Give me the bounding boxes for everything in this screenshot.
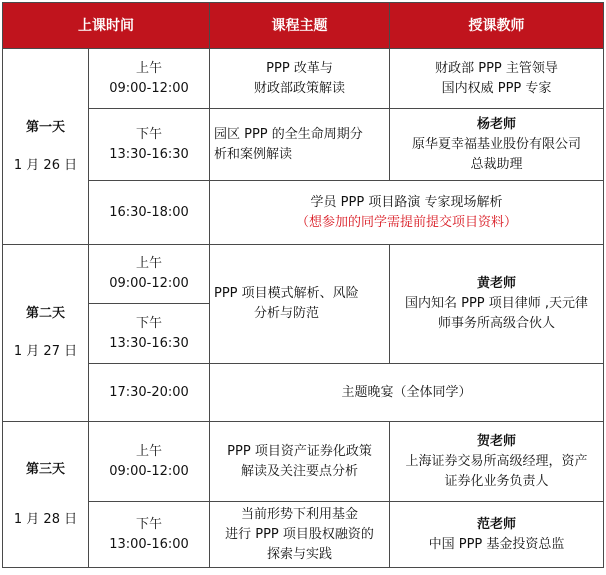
time-range: 09:00-12:00 <box>109 276 189 291</box>
table-row <box>3 245 604 304</box>
topic-line: 财政部政策解读 <box>253 80 345 96</box>
time-cell <box>89 245 210 304</box>
day-date: 1 月 28 日 <box>13 511 78 527</box>
time-cell <box>89 502 210 568</box>
time-cell <box>89 364 210 422</box>
merged-note: （想参加的同学需提前提交项目资料） <box>295 214 517 230</box>
topic-line: 进行 PPP 项目股权融资的 <box>225 526 374 542</box>
table-row <box>3 502 604 568</box>
teacher-cell <box>390 422 604 502</box>
topic-line: PPP 项目模式解析、风险 <box>214 286 359 301</box>
time-range: 13:30-16:30 <box>109 146 189 162</box>
day-cell <box>3 49 89 245</box>
topic-cell <box>210 49 390 109</box>
time-cell <box>89 181 210 245</box>
time-range: 17:30-20:00 <box>109 384 189 400</box>
day-label: 第二天 <box>25 306 65 321</box>
day-cell <box>3 245 89 422</box>
time-range: 13:00-16:00 <box>109 536 189 552</box>
topic-line: 园区 PPP 的全生命周期分 <box>214 126 363 142</box>
topic-cell <box>210 109 390 181</box>
header-teacher: 授课教师 <box>390 3 604 49</box>
time-cell <box>89 304 210 364</box>
teacher-desc-line: 师事务所高级合伙人 <box>437 316 555 331</box>
time-cell <box>89 49 210 109</box>
teacher-desc-line: 国内知名 PPP 项目律师 ,天元律 <box>404 296 589 311</box>
table-header-row <box>3 3 604 49</box>
teacher-name: 黄老师 <box>476 276 516 291</box>
teacher-desc-line: 财政部 PPP 主管领导 <box>435 60 558 76</box>
teacher-name: 范老师 <box>476 516 516 532</box>
time-range: 13:30-16:30 <box>109 335 189 351</box>
time-range: 09:00-12:00 <box>109 80 189 96</box>
topic-cell <box>210 245 390 364</box>
time-period: 上午 <box>135 256 162 271</box>
time-period: 下午 <box>135 126 162 142</box>
teacher-name: 贺老师 <box>476 433 516 449</box>
topic-line: 解读及关注要点分析 <box>240 463 358 479</box>
teacher-cell <box>390 49 604 109</box>
day-cell <box>3 422 89 568</box>
day-date: 1 月 27 日 <box>13 344 78 359</box>
header-topic: 课程主题 <box>210 3 390 49</box>
teacher-name: 杨老师 <box>476 116 516 132</box>
time-period: 上午 <box>135 443 162 459</box>
table-row <box>3 109 604 181</box>
time-period: 下午 <box>135 315 162 331</box>
table-row <box>3 422 604 502</box>
merged-cell <box>210 364 604 422</box>
time-period: 下午 <box>135 516 162 532</box>
merged-cell <box>210 181 604 245</box>
course-schedule-table <box>2 2 604 568</box>
teacher-desc-line: 原华夏幸福基业股份有限公司 <box>411 136 581 152</box>
merged-line: 主题晚宴（全体同学） <box>341 384 472 400</box>
day-label: 第三天 <box>25 461 65 477</box>
time-range: 09:00-12:00 <box>109 463 189 479</box>
time-range: 16:30-18:00 <box>109 204 189 220</box>
time-cell <box>89 422 210 502</box>
teacher-cell <box>390 109 604 181</box>
teacher-desc-line: 国内权威 PPP 专家 <box>441 80 552 96</box>
header-time: 上课时间 <box>3 3 210 49</box>
time-period: 上午 <box>135 60 162 76</box>
teacher-desc-line: 上海证券交易所高级经理，资产 <box>405 453 588 469</box>
topic-line: 析和案例解读 <box>214 146 293 162</box>
topic-cell <box>210 422 390 502</box>
topic-line: PPP 项目资产证券化政策 <box>227 443 372 459</box>
table-row <box>3 181 604 245</box>
topic-cell <box>210 502 390 568</box>
topic-line: 探索与实践 <box>266 546 332 562</box>
topic-line: 分析与防范 <box>254 306 320 321</box>
day-label: 第一天 <box>25 119 65 135</box>
teacher-desc-line: 证券化业务负责人 <box>444 473 549 489</box>
time-cell <box>89 109 210 181</box>
merged-line: 学员 PPP 项目路演 专家现场解析 <box>310 194 503 210</box>
day-date: 1 月 26 日 <box>13 157 78 173</box>
topic-line: PPP 改革与 <box>266 60 333 76</box>
topic-line: 当前形势下利用基金 <box>240 506 358 522</box>
teacher-desc-line: 总裁助理 <box>470 156 523 172</box>
teacher-cell <box>390 502 604 568</box>
table-row <box>3 364 604 422</box>
teacher-cell <box>390 245 604 364</box>
table-row <box>3 49 604 109</box>
teacher-desc-line: 中国 PPP 基金投资总监 <box>428 536 565 552</box>
